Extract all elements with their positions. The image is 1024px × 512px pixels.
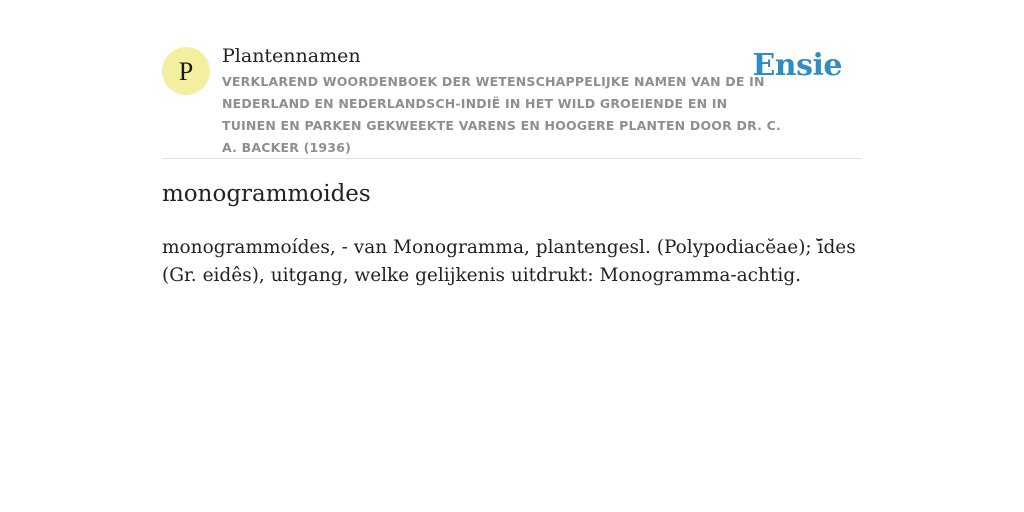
ensie-brand-logo[interactable]: Ensie <box>752 48 842 83</box>
source-title-link[interactable]: Plantennamen <box>222 45 361 67</box>
source-logo-letter: P <box>178 56 194 86</box>
source-description: VERKLAREND WOORDENBOEK DER WETENSCHAPPELIJKE NAMEN VAN DE IN NEDERLAND EN NEDERLANDSCH-INDIË IN HET WILD GROEIENDE EN IN TUINEN EN PARKEN GEKWEEKTE VARENS EN HOOGERE PLANTEN DOOR DR. C. A. BACKER (1936) <box>222 74 781 155</box>
entry-body: monogrammoídes, - van Monogramma, plantengesl. (Polypodiacĕae); ī̆des (Gr. eidês), uitgang, welke gelijkenis uitdrukt: Monogramma-achtig. <box>162 237 856 286</box>
entry-title: monogrammoides <box>162 181 371 207</box>
source-header <box>162 44 862 159</box>
source-logo-avatar[interactable] <box>162 47 210 95</box>
